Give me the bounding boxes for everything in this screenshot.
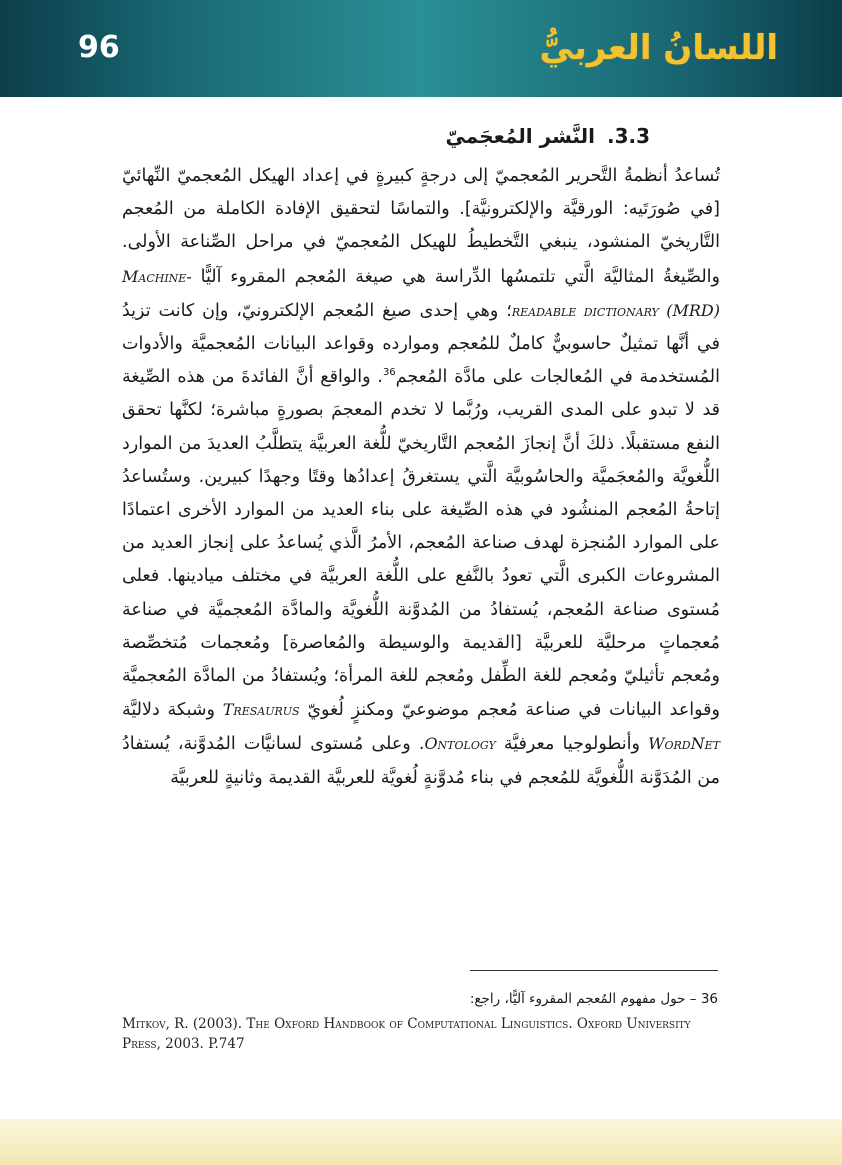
page-header xyxy=(0,0,842,97)
page-content xyxy=(122,118,720,795)
latin-term-thesaurus: Tresaurus xyxy=(222,700,300,720)
paragraph-text-4: وشبكة دلاليَّة xyxy=(122,700,223,721)
section-title: النَّشر المُعجَميّ xyxy=(445,124,595,148)
footnote-divider xyxy=(470,970,718,971)
journal-logo: اللسانُ العربيُّ xyxy=(539,28,778,68)
latin-term-mrd: Machine-readable dictionary (MRD) xyxy=(122,266,720,320)
section-number: 3.3. xyxy=(606,124,650,148)
page-footer-band xyxy=(0,1119,842,1165)
section-heading xyxy=(122,118,720,154)
latin-term-wordnet: WordNet xyxy=(648,734,720,754)
paragraph-text-5: وأنطولوجيا معرفيَّة xyxy=(495,734,649,755)
footnote-citation: Mitkov, R. (2003). The Oxford Handbook of Computational Linguistics. Oxford University Press, 2003. P.747 xyxy=(122,1016,691,1052)
body-paragraph xyxy=(122,160,720,795)
page-number: 96 xyxy=(78,30,120,65)
paragraph-text-3: . والواقع أنَّ الفائدةَ من هذه الصِّيغة قد لا تبدو على المدى القريب، ورُبَّما لا تخدم المعجمَ بصورةٍ مباشرة؛ لكنَّها تحقق النفع مستقبلًا. ذلكَ أنَّ إنجازَ المُعجم التَّاريخيّ للُّغة العربيَّة يتطلَّبُ العديدَ من الموارد اللُّغويَّة والمُعجَميَّة والحاسُوبيَّة الَّتي يستغرقُ إعدادُها وقتًا وجهدًا كبيرين. وستُساعدُ إتاحةُ المُعجم المنشُود في هذه الصِّيغة على بناء العديد من الموارد الأخرى اعتمادًا على الموارد المُنجزة لهدف صناعة المُعجم، الأمرُ الَّذي يُساعدُ على إنجاز العديد من المشروعات الكبرى الَّتي تعودُ بالنَّفع على اللُّغة العربيَّة في مختلف ميادينها. فعلى مُستوى صناعة المُعجم، يُستفادُ من المُدوَّنة اللُّغويَّة والمادَّة المُعجميَّة في صناعة مُعجماتٍ مرحليَّة للعربيَّة [القديمة والوسيطة والمُعاصرة] ومُعجمات مُتخصِّصة ومُعجم تأثيليّ ومُعجم للغة الطِّفل ومُعجم للغة المرأة؛ ويُستفادُ من المادَّة المُعجميَّة وقواعد البيانات في صناعة مُعجم موضوعيّ ومكنزٍ لُغويّ xyxy=(122,367,721,721)
latin-term-ontology: Ontology xyxy=(424,734,496,754)
footnote-arabic: 36 – حول مفهوم المُعجم المقروء آليًّا، راجع: xyxy=(469,991,718,1007)
paragraph-text-1: تُساعدُ أنظمةُ التَّحرير المُعجميّ إلى درجةٍ كبيرةٍ في إعداد الهيكل المُعجميّ النِّهائيّ [في صُورَتَيه: الورقيَّة والإلكترونيَّة]. والتماسًا لتحقيق الإفادة الكاملة من المُعجم التَّاريخيّ المنشود، ينبغي التَّخطيطُ للهيكل المُعجميّ في مراحل الصِّناعة الأولى. والصِّيغةُ المثاليَّة الَّتي تلتمسُها الدِّراسة هي صيغة المُعجم المقروء آليًّا xyxy=(122,166,720,287)
paragraph-text-2: ؛ وهي إحدى صيغ المُعجم الإلكترونيّ، وإن كانت تزيدُ في أنَّها تمثيلٌ حاسوبيٌّ كاملٌ للمُعجم وموارده وقواعد البيانات المُعجميَّة والأدوات المُستخدمة في المُعالجات على مادَّة المُعجم xyxy=(122,300,720,388)
paragraph-text-6: . وعلى مُستوى لسانيَّات المُدوَّنة، يُستفادُ من المُدَوَّنة اللُّغويَّة للمُعجم في بناء مُدوَّنةٍ لُغويَّة للعربيَّة القديمة وثانيةٍ للعربيَّة xyxy=(122,734,720,788)
footnote-reference[interactable]: 36 xyxy=(382,367,396,379)
